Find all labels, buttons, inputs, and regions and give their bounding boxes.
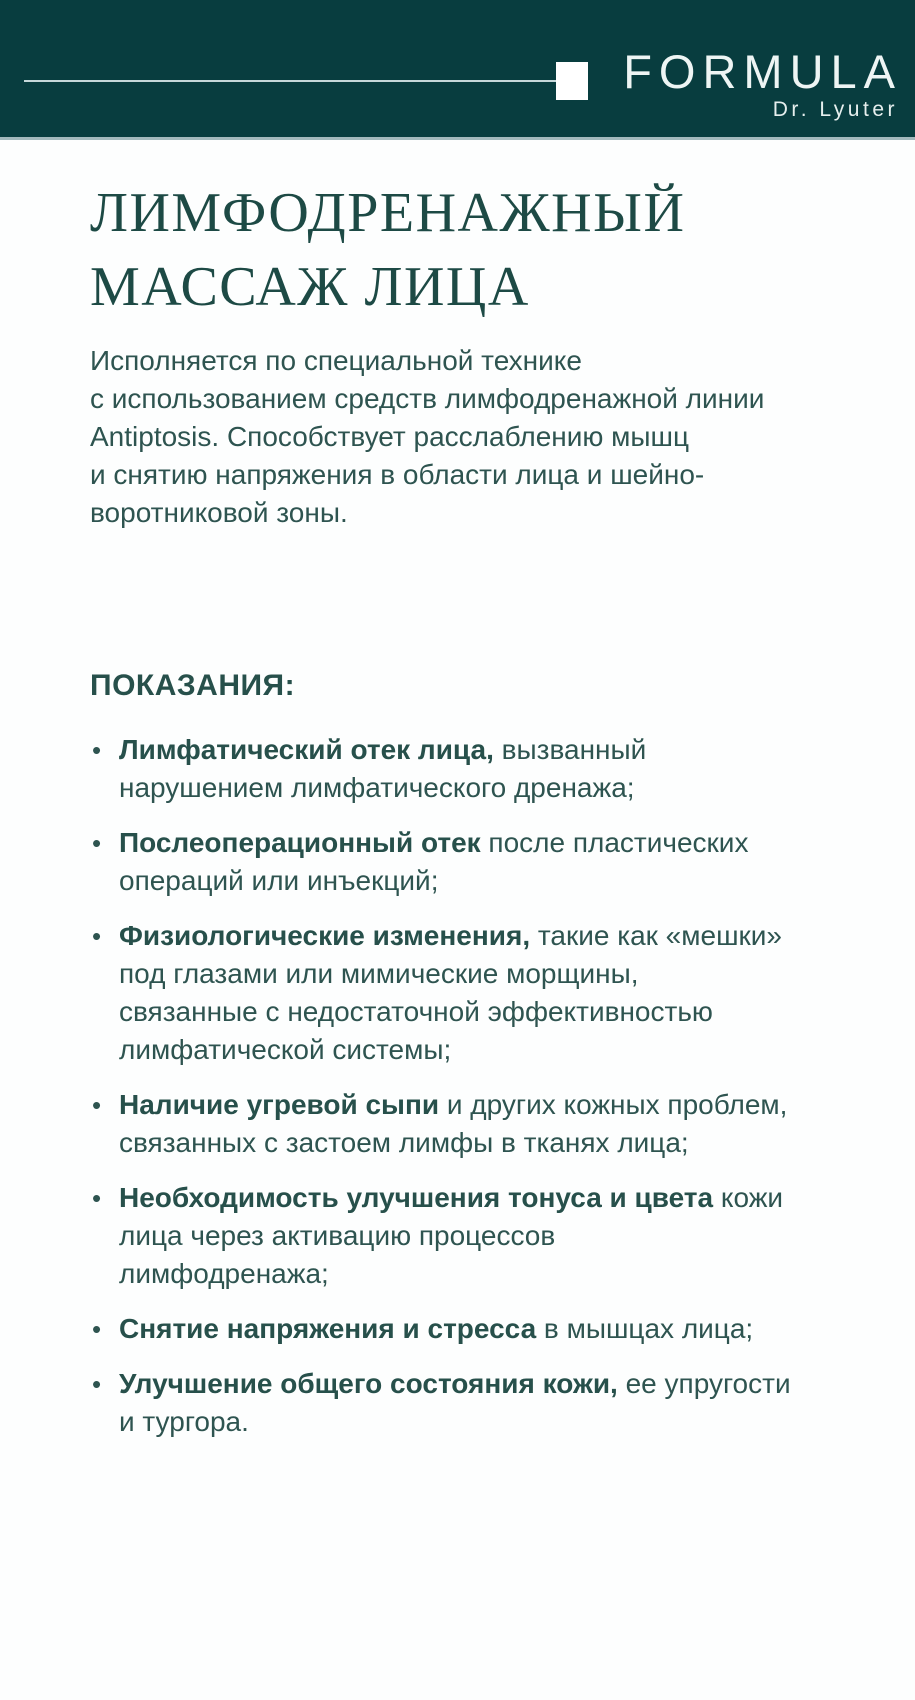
list-item-rest: в мышцах лица;: [536, 1313, 754, 1344]
list-item: [90, 1086, 830, 1162]
list-item-text: [119, 1310, 753, 1348]
list-item-rest: и других кожных проблем, связанных с застоем лимфы в тканях лица;: [119, 1089, 788, 1158]
bullet-icon: •: [92, 1183, 102, 1213]
brand-logo: [623, 45, 902, 122]
brand-name: FORMULA: [623, 45, 902, 98]
list-item-text: [119, 1365, 791, 1441]
list-item-bold: Снятие напряжения и стресса: [119, 1313, 537, 1344]
list-item-bold: Улучшение общего состояния кожи,: [119, 1368, 618, 1399]
list-item-bold: Лимфатический отек лица,: [119, 734, 494, 765]
list-item-text: [119, 917, 782, 1069]
bullet-icon: •: [92, 828, 102, 858]
list-item-bold: Физиологические изменения,: [119, 920, 531, 951]
page-title: ЛИМФОДРЕНАЖНЫЙ МАССАЖ ЛИЦА: [90, 182, 686, 318]
list-item-bold: Послеоперационный отек: [119, 827, 481, 858]
logo-square-icon: [556, 62, 588, 100]
bullet-icon: •: [92, 1090, 102, 1120]
header-rule-line: [24, 80, 556, 82]
list-item-rest: кожи лица через активацию процессов лимфодренажа;: [119, 1182, 784, 1289]
list-item-rest: такие как «мешки» под глазами или мимические морщины, связанные с недостаточной эффективностью лимфатической системы;: [119, 920, 782, 1065]
intro-paragraph: Исполняется по специальной технике с использованием средств лимфодренажной линии Antiptosis. Способствует расслаблению мышц и снятию напряжения в области лица и шейно- воротниковой зоны.: [90, 345, 765, 528]
list-item-bold: Необходимость улучшения тонуса и цвета: [119, 1182, 714, 1213]
bullet-icon: •: [92, 1314, 102, 1344]
list-item-rest: ее упругости и тургора.: [119, 1368, 791, 1437]
list-item: [90, 824, 830, 900]
list-item-text: [119, 1086, 787, 1162]
list-item-rest: вызванный нарушением лимфатического дренажа;: [119, 734, 647, 803]
list-item: [90, 1179, 830, 1293]
content-area: [0, 140, 915, 1441]
list-item-bold: Наличие угревой сыпи: [119, 1089, 440, 1120]
brand-subtitle: Dr. Lyuter: [772, 98, 898, 121]
indications-heading: ПОКАЗАНИЯ:: [90, 669, 296, 702]
list-item-text: [119, 731, 646, 807]
list-item: [90, 1365, 830, 1441]
list-item: [90, 917, 830, 1069]
list-item: [90, 1310, 830, 1348]
bullet-icon: •: [92, 735, 102, 765]
list-item-rest: после пластических операций или инъекций;: [119, 827, 749, 896]
list-item-text: [119, 824, 748, 900]
indications-list: [90, 731, 830, 1441]
list-item: [90, 731, 830, 807]
list-item-text: [119, 1179, 783, 1293]
bullet-icon: •: [92, 921, 102, 951]
bullet-icon: •: [92, 1369, 102, 1399]
brand-header: [0, 0, 915, 140]
